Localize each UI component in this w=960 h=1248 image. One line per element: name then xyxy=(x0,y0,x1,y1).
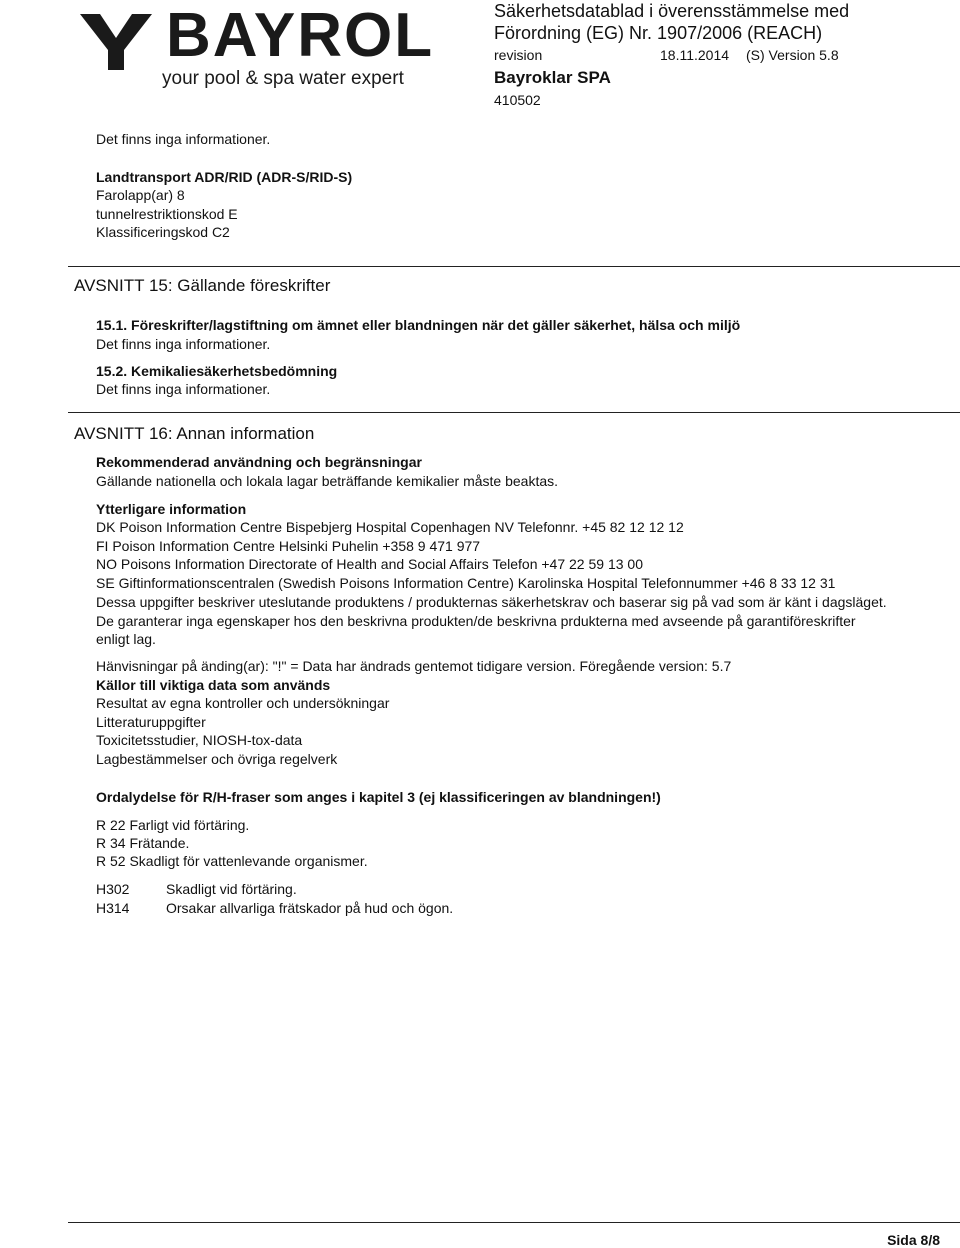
source-item: Toxicitetsstudier, NIOSH-tox-data xyxy=(96,732,303,748)
section15-2-heading: 15.2. Kemikaliesäkerhetsbedömning xyxy=(96,363,338,379)
farolapp: Farolapp(ar) 8 xyxy=(96,187,185,203)
section15-2-text: Det finns inga informationer. xyxy=(96,381,271,397)
header-revision xyxy=(494,46,954,64)
bayrol-y-mark-icon xyxy=(78,12,158,72)
sources-heading: Källor till viktiga data som används xyxy=(96,677,331,693)
product-code: 410502 xyxy=(494,92,541,108)
source-item: Litteraturuppgifter xyxy=(96,714,206,730)
land-transport-heading: Landtransport ADR/RID (ADR-S/RID-S) xyxy=(96,169,353,185)
poison-center-se: SE Giftinformationscentralen (Swedish Poisons Information Centre) Karolinska Hospital Telefonnummer +46 8 33 12 31 xyxy=(96,575,836,591)
r-phrase: R 34 Frätande. xyxy=(96,835,190,851)
phrases-heading: Ordalydelse för R/H-fraser som anges i kapitel 3 (ej klassificeringen av blandningen!) xyxy=(96,789,661,805)
company-logo xyxy=(78,1,438,98)
recommended-use-text: Gällande nationella och lokala lagar beträffande kemikalier måste beaktas. xyxy=(96,473,559,489)
section16-title: AVSNITT 16: Annan information xyxy=(74,424,315,443)
disclaimer-text: Dessa uppgifter beskriver uteslutande produktens / produkternas säkerhetskrav och baserar sig på vad som är känt i dagsläget. De garanterar inga egenskaper hos den beskrivna produkten/de beskrivna prdukterna med avseende på garantiföreskrifter enligt lag. xyxy=(96,594,887,647)
header-title-line2: Förordning (EG) Nr. 1907/2006 (REACH) xyxy=(494,23,823,43)
r-phrase: R 22 Farligt vid förtäring. xyxy=(96,817,250,833)
document-header xyxy=(494,0,954,108)
logo-wordmark: BAYROL xyxy=(166,1,435,70)
section-divider xyxy=(68,266,960,267)
r-phrase: R 52 Skadligt för vattenlevande organismer. xyxy=(96,853,368,869)
product-name: Bayroklar SPA xyxy=(494,68,611,87)
classification-code: Klassificeringskod C2 xyxy=(96,224,230,240)
poison-center-no: NO Poisons Information Directorate of Health and Social Affairs Telefon +47 22 59 13 00 xyxy=(96,556,643,572)
h-phrase-code: H314 xyxy=(96,900,130,916)
source-item: Resultat av egna kontroller och undersökningar xyxy=(96,695,390,711)
poison-center-dk: DK Poison Information Centre Bispebjerg Hospital Copenhagen NV Telefonnr. +45 82 12 12 12 xyxy=(96,519,684,535)
revision-label: revision xyxy=(494,47,543,63)
section15-title: AVSNITT 15: Gällande föreskrifter xyxy=(74,276,331,295)
source-item: Lagbestämmelser och övriga regelverk xyxy=(96,751,338,767)
section15-1-heading: 15.1. Föreskrifter/lagstiftning om ämnet eller blandningen när det gäller säkerhet, hälsa och miljö xyxy=(96,317,741,333)
additional-info-heading: Ytterligare information xyxy=(96,501,247,517)
section15-1-text: Det finns inga informationer. xyxy=(96,336,271,352)
page-number: Sida 8/8 xyxy=(887,1232,940,1248)
poison-center-fi: FI Poison Information Centre Helsinki Puhelin +358 9 471 977 xyxy=(96,538,481,554)
h-phrase-text: Skadligt vid förtäring. xyxy=(166,881,297,897)
revision-date: 18.11.2014 xyxy=(660,47,730,63)
h-phrase-text: Orsakar allvarliga frätskador på hud och ögon. xyxy=(166,900,454,916)
tunnel-code: tunnelrestriktionskod E xyxy=(96,206,238,222)
h-phrase-code: H302 xyxy=(96,881,130,897)
logo-tagline: your pool & spa water expert xyxy=(162,68,404,89)
recommended-use-heading: Rekommenderad användning och begränsningar xyxy=(96,454,422,470)
footer-divider xyxy=(68,1222,960,1223)
revision-version: (S) Version 5.8 xyxy=(746,47,839,63)
header-title-line1: Säkerhetsdatablad i överensstämmelse med xyxy=(494,1,850,21)
section-divider xyxy=(68,412,960,413)
no-info-top: Det finns inga informationer. xyxy=(96,131,271,147)
changes-note: Hänvisningar på änding(ar): "!" = Data har ändrads gentemot tidigare version. Föregående version: 5.7 xyxy=(96,658,732,674)
